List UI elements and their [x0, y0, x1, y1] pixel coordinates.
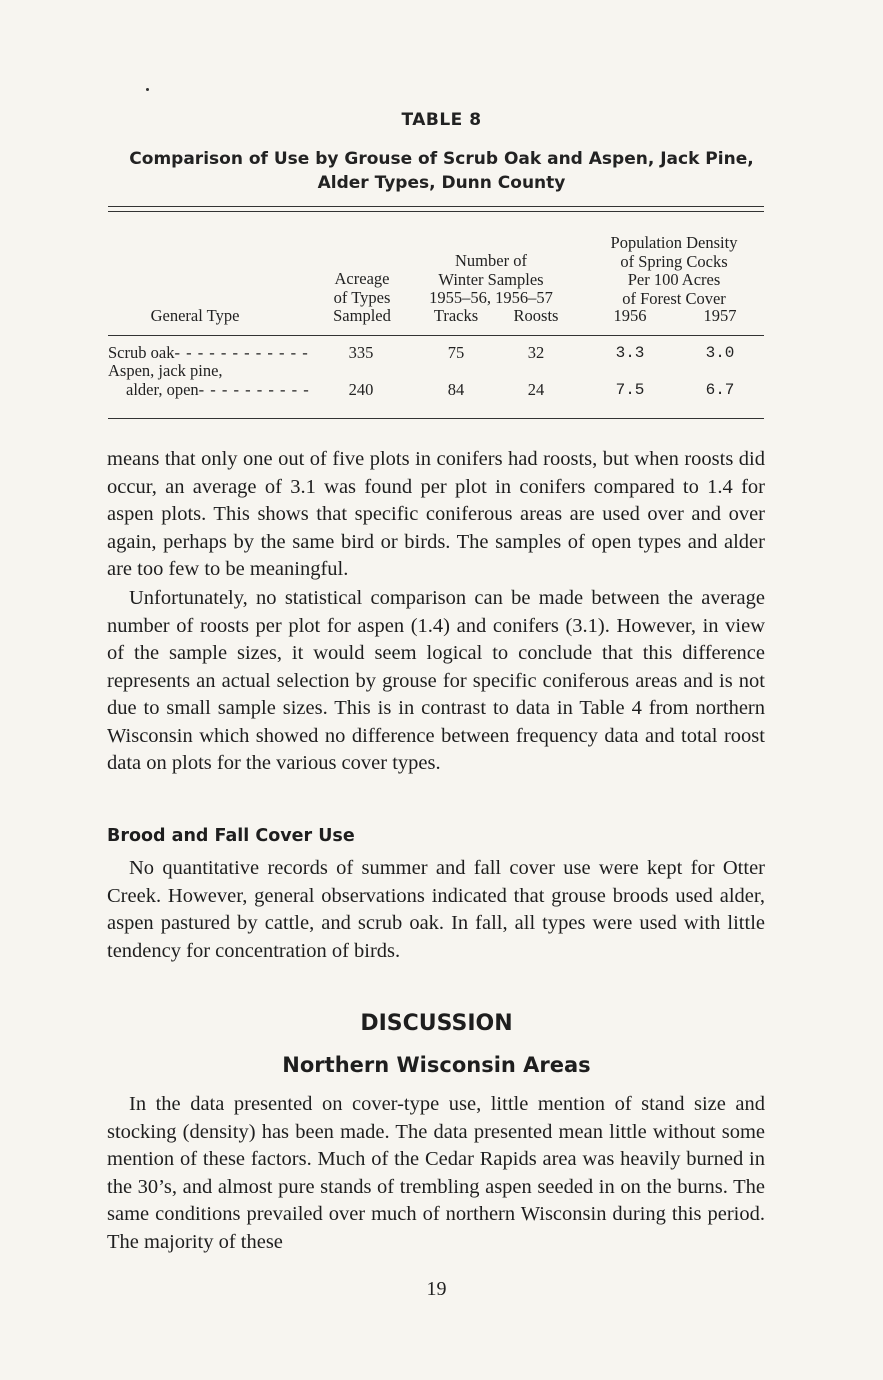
header-population-density: Population Density of Spring Cocks Per 100 Acres of Forest Cover	[610, 233, 738, 308]
header-acreage: Acreage of Types Sampled	[333, 269, 391, 325]
table-caption: Comparison of Use by Grouse of Scrub Oak and Aspen, Jack Pine, Alder Types, Dunn County	[129, 149, 754, 193]
table-header-rule	[108, 335, 764, 336]
table-row-2-type	[126, 381, 310, 399]
paragraph-4: In the data presented on cover-type use, little mention of stand size and stocking (density) has been made. The data presented mean little without some mention of these factors. Much of the Cedar Rapids area was heavily burned in the 30’s, and almost pure stands of trembling aspen seeded in on the burns. The same conditions prevailed over much of northern Wisconsin during this period. The majority of these	[107, 1093, 765, 1253]
header-tracks: Tracks	[433, 306, 479, 325]
table-row-1-type	[108, 344, 309, 362]
row-1-density-1956: 3.3	[615, 344, 645, 362]
table-top-rule-2	[108, 211, 764, 212]
row-2-roosts: 24	[527, 380, 545, 399]
discussion-heading: DISCUSSION	[360, 1011, 513, 1036]
row-2-leader: - - - - - - - - - -	[198, 380, 310, 399]
row-2-type-label: alder, open	[126, 380, 199, 399]
row-2-density-1956: 7.5	[615, 381, 645, 399]
row-1-tracks: 75	[447, 343, 465, 362]
row-2-tracks: 84	[447, 380, 465, 399]
paragraph-2: Unfortunately, no statistical comparison can be made between the average number of roosts per plot for aspen (1.4) and conifers (3.1). However, in view of the sample sizes, it would seem logical to conclude that this difference represents an actual selection by grouse for specific coniferous areas and is not due to small sample sizes. This is in contrast to data in Table 4 from northern Wisconsin which showed no difference between frequency data and total roost data on plots for the various cover types.	[107, 587, 765, 774]
row-2-type-line1: Aspen, jack pine,	[108, 361, 223, 380]
row-1-density-1957: 3.0	[705, 344, 735, 362]
row-2-density-1957: 6.7	[705, 381, 735, 399]
row-1-type-label: Scrub oak	[108, 343, 175, 362]
row-1-roosts: 32	[527, 343, 545, 362]
header-roosts: Roosts	[513, 306, 559, 325]
header-1957: 1957	[703, 306, 737, 325]
table-bottom-rule	[108, 418, 764, 419]
row-1-acreage: 335	[348, 343, 374, 362]
table-title: TABLE 8	[401, 110, 482, 130]
northern-wisconsin-heading: Northern Wisconsin Areas	[282, 1053, 591, 1077]
header-1956: 1956	[613, 306, 647, 325]
brood-fall-heading: Brood and Fall Cover Use	[107, 826, 355, 846]
print-speck	[146, 88, 149, 91]
page-number: 19	[426, 1278, 447, 1300]
header-general-type: General Type	[150, 306, 240, 325]
row-1-leader: - - - - - - - - - - - -	[174, 343, 309, 362]
paragraph-3: No quantitative records of summer and fall cover use were kept for Otter Creek. However, general observations indicated that grouse broods used alder, aspen pastured by cattle, and scrub oak. In fall, all types were used with little tendency for concentration of birds.	[107, 857, 765, 962]
row-2-acreage: 240	[348, 380, 374, 399]
table-top-rule-1	[108, 206, 764, 207]
header-winter-samples: Number of Winter Samples 1955–56, 1956–57	[429, 251, 553, 307]
paragraph-1: means that only one out of five plots in conifers had roosts, but when roosts did occur, an average of 3.1 was found per plot in conifers compared to 1.4 for aspen plots. This shows that specific coniferous areas are used over and over again, perhaps by the same bird or birds. The samples of open types and alder are too few to be meaningful.	[107, 448, 765, 580]
